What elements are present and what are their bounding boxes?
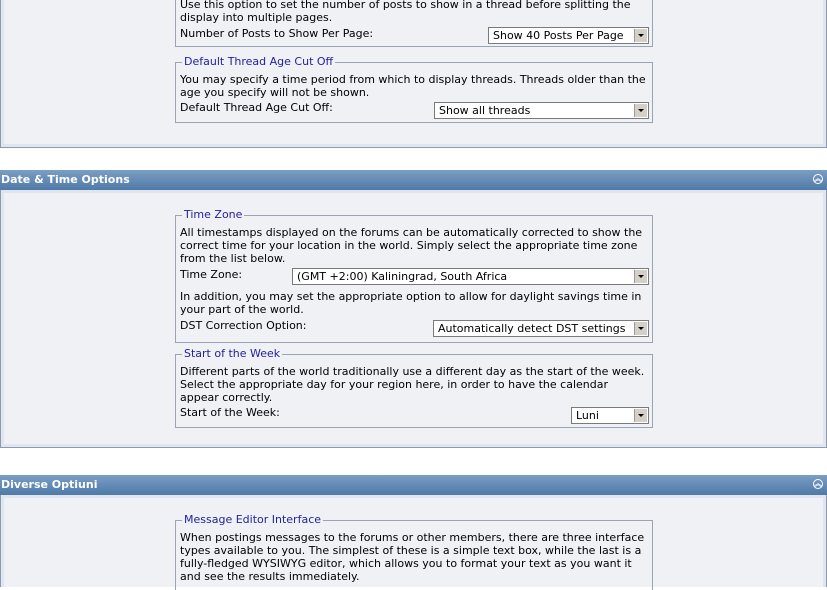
editor-fieldset bbox=[175, 513, 653, 590]
timezone-description: All timestamps displayed on the forums can be automatically corrected to show the correct time for your location in the world. Simply select the appropriate time zone from the list below. bbox=[180, 226, 643, 265]
dst-label: DST Correction Option: bbox=[180, 319, 307, 332]
dst-value: Automatically detect DST settings bbox=[438, 322, 626, 335]
timezone-label: Time Zone: bbox=[180, 268, 243, 281]
thread-age-value: Show all threads bbox=[439, 104, 531, 117]
thread-age-select[interactable] bbox=[434, 102, 649, 119]
thread-age-label: Default Thread Age Cut Off: bbox=[180, 101, 333, 114]
week-start-description: Different parts of the world traditionally use a different day as the start of the week. Select the appropriate day for your region here, in order to have the calendar appear correctly. bbox=[180, 365, 645, 404]
week-start-value: Luni bbox=[576, 409, 599, 422]
datetime-inner bbox=[4, 193, 823, 444]
timezone-select[interactable] bbox=[292, 268, 649, 285]
week-start-label: Start of the Week: bbox=[180, 406, 280, 419]
timezone-value: (GMT +2:00) Kaliningrad, South Africa bbox=[297, 270, 508, 283]
posts-per-page-label: Number of Posts to Show Per Page: bbox=[180, 27, 374, 40]
dropdown-arrow-icon[interactable] bbox=[634, 409, 647, 422]
datetime-section-title: Date & Time Options bbox=[1, 173, 130, 186]
posts-per-page-select[interactable] bbox=[488, 27, 649, 44]
collapse-up-icon[interactable]: ︽ bbox=[814, 479, 822, 488]
timezone-fieldset bbox=[175, 208, 653, 343]
posts-per-page-description: Use this option to set the number of posts to show in a thread before splitting the display into multiple pages. bbox=[180, 0, 631, 24]
editor-legend: Message Editor Interface bbox=[184, 513, 322, 526]
misc-section-header[interactable] bbox=[0, 475, 827, 495]
dropdown-arrow-icon[interactable] bbox=[634, 322, 647, 335]
thread-age-description: You may specify a time period from which to display threads. Threads older than the age you specify will not be shown. bbox=[180, 73, 646, 99]
misc-panel bbox=[0, 495, 827, 587]
datetime-panel bbox=[0, 190, 827, 448]
datetime-section-header[interactable] bbox=[0, 170, 827, 190]
week-start-fieldset bbox=[175, 347, 653, 428]
posts-per-page-fieldset bbox=[175, 0, 653, 47]
thread-options-panel bbox=[0, 0, 827, 148]
week-start-select[interactable] bbox=[571, 407, 649, 424]
week-start-legend: Start of the Week bbox=[184, 347, 281, 360]
misc-inner bbox=[4, 498, 823, 587]
dropdown-arrow-icon[interactable] bbox=[634, 270, 647, 283]
misc-section-title: Diverse Optiuni bbox=[1, 478, 98, 491]
thread-age-fieldset bbox=[175, 55, 653, 123]
dropdown-arrow-icon[interactable] bbox=[634, 29, 647, 42]
thread-options-inner bbox=[4, 0, 823, 144]
timezone-legend: Time Zone bbox=[184, 208, 243, 221]
collapse-up-icon[interactable]: ︽ bbox=[814, 174, 822, 183]
posts-per-page-value: Show 40 Posts Per Page bbox=[493, 29, 624, 42]
dropdown-arrow-icon[interactable] bbox=[634, 104, 647, 117]
dst-description: In addition, you may set the appropriate option to allow for daylight savings time in your part of the world. bbox=[180, 290, 642, 316]
dst-select[interactable] bbox=[433, 320, 649, 337]
thread-age-legend: Default Thread Age Cut Off bbox=[184, 55, 334, 68]
editor-description: When postings messages to the forums or other members, there are three interface types available to you. The simplest of these is a simple text box, while the last is a fully-fledged WYSIWYG editor, which allows you to format your text as you want it and see the results immediately. bbox=[180, 531, 645, 583]
